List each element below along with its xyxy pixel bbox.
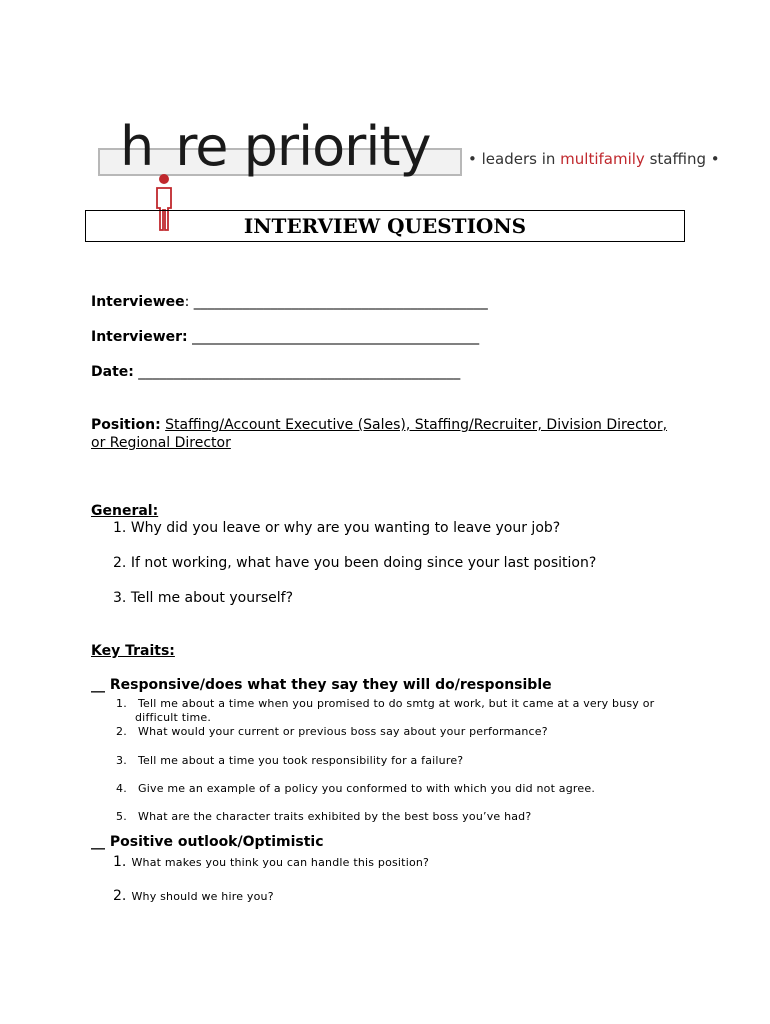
list-item (116, 725, 548, 738)
item-text: What are the character traits exhibited by the best boss you’ve had? (138, 810, 532, 823)
item-text: If not working, what have you been doing since your last position? (130, 555, 597, 571)
item-number: 2. (113, 888, 127, 904)
item-number: 4. (116, 782, 127, 795)
list-item (113, 590, 293, 606)
item-number: 5. (116, 810, 127, 823)
item-number: 1. (113, 520, 127, 536)
page-title: INTERVIEW QUESTIONS (243, 214, 527, 238)
item-text: Tell me about a time when you promised to do smtg at work, but it came at a very busy or (138, 697, 655, 710)
list-item (116, 697, 654, 725)
list-item (116, 782, 595, 795)
date-field[interactable] (91, 364, 460, 380)
position-label: Position: (91, 417, 161, 433)
position-line2: or Regional Director (91, 435, 231, 451)
item-text-continued: difficult time. (135, 711, 212, 724)
interviewee-colon: : (184, 294, 194, 310)
tagline-suffix: staffing • (644, 150, 720, 168)
position-line1: Staffing/Account Executive (Sales), Staffing/Recruiter, Division Director, (165, 417, 668, 433)
interviewer-line[interactable]: _________________________________________ (187, 329, 480, 345)
item-number: 3. (116, 754, 127, 767)
item-number: 3. (113, 590, 127, 606)
item-text: What would your current or previous boss say about your performance? (138, 725, 548, 738)
title-box (85, 210, 685, 242)
item-text: Give me an example of a policy you conformed to with which you did not agree. (138, 782, 596, 795)
list-item (116, 754, 463, 767)
item-number: 2. (116, 725, 127, 738)
key-traits-heading: Key Traits: (91, 643, 175, 659)
tagline-accent: multifamily (560, 150, 645, 168)
logo-word-start: h (120, 115, 154, 178)
logo-word-end: re priority (175, 115, 431, 178)
interviewee-field[interactable] (91, 294, 488, 310)
position-block (91, 416, 691, 452)
list-item (113, 851, 429, 870)
item-text: Why should we hire you? (131, 890, 274, 903)
hire-priority-logo (98, 115, 720, 196)
interviewee-line[interactable]: __________________________________________ (193, 294, 488, 310)
item-text: Tell me about yourself? (130, 590, 294, 606)
list-item (113, 520, 560, 536)
interviewee-label: Interviewee (91, 294, 185, 310)
list-item (113, 555, 596, 571)
item-text: Tell me about a time you took responsibility for a failure? (138, 754, 464, 767)
item-number: 2. (113, 555, 127, 571)
trait-heading-positive: __ Positive outlook/Optimistic (91, 834, 324, 850)
general-heading: General: (91, 503, 159, 519)
tagline-prefix: • leaders in (468, 150, 561, 168)
item-number: 1. (116, 697, 127, 710)
list-item (116, 810, 531, 823)
interviewer-field[interactable] (91, 329, 479, 345)
list-item (113, 885, 274, 904)
item-number: 1. (113, 854, 127, 870)
item-text: What makes you think you can handle this position? (131, 856, 430, 869)
logo-wordmark (120, 112, 431, 182)
trait-heading-responsive: __ Responsive/does what they say they will do/responsible (91, 677, 552, 693)
date-line[interactable]: ______________________________________________ (133, 364, 461, 380)
item-text: Why did you leave or why are you wanting to leave your job? (130, 520, 561, 536)
date-label: Date: (91, 364, 134, 380)
logo-tagline (468, 150, 720, 168)
interviewer-label: Interviewer: (91, 329, 188, 345)
